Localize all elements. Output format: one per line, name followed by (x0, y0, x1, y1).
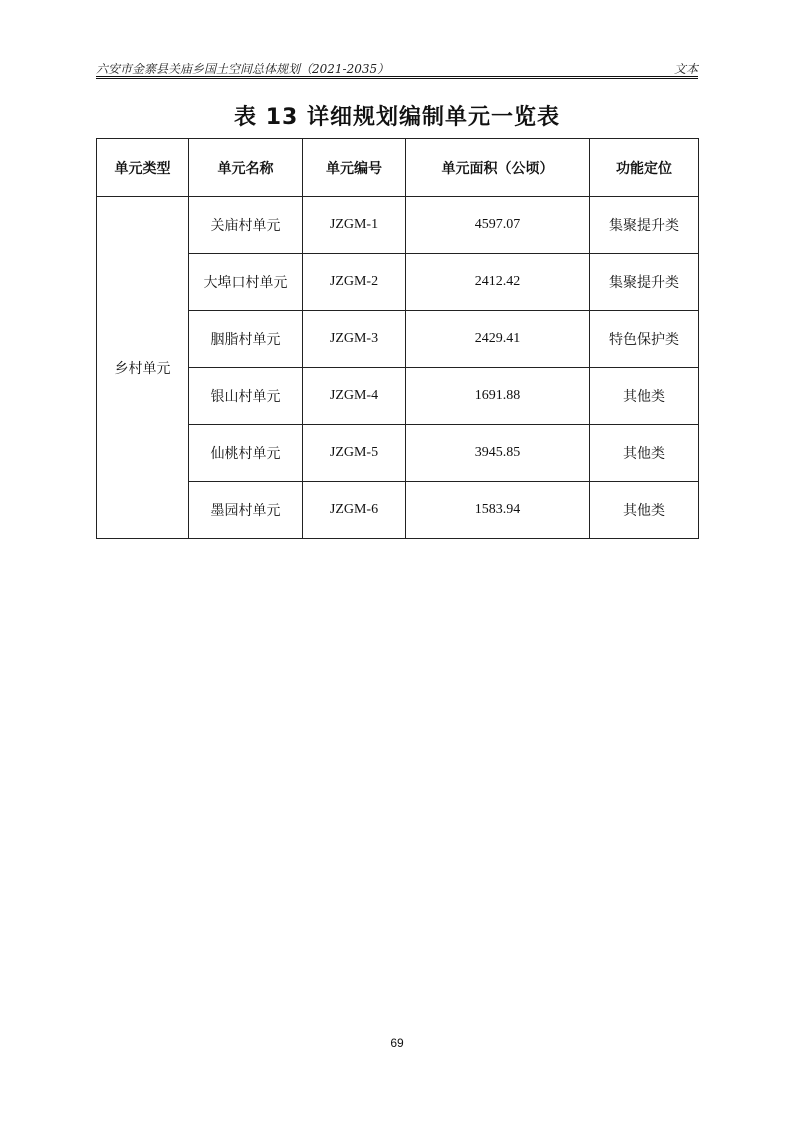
column-header-unit-code: 单元编号 (303, 139, 406, 197)
unit-area-cell: 1691.88 (406, 368, 590, 425)
unit-code-cell: JZGM-5 (303, 425, 406, 482)
column-header-unit-area: 单元面积（公顷） (406, 139, 590, 197)
unit-area-cell: 3945.85 (406, 425, 590, 482)
page-number: 69 (390, 1036, 404, 1050)
unit-code-cell: JZGM-2 (303, 254, 406, 311)
page-header (96, 58, 698, 76)
unit-code-cell: JZGM-3 (303, 311, 406, 368)
unit-function-cell: 其他类 (590, 425, 699, 482)
unit-code-cell: JZGM-1 (303, 197, 406, 254)
column-header-function: 功能定位 (590, 139, 699, 197)
table-title: 表 13 详细规划编制单元一览表 (234, 105, 560, 130)
column-header-unit-name: 单元名称 (189, 139, 303, 197)
unit-code-cell: JZGM-6 (303, 482, 406, 539)
unit-area-cell: 2429.41 (406, 311, 590, 368)
header-document-title: 六安市金寨县关庙乡国土空间总体规划（2021-2035） (96, 62, 390, 76)
column-header-unit-type: 单元类型 (97, 139, 189, 197)
unit-function-cell: 特色保护类 (590, 311, 699, 368)
unit-name-cell: 大埠口村单元 (189, 254, 303, 311)
unit-function-cell: 其他类 (590, 368, 699, 425)
header-divider (96, 76, 698, 77)
unit-code-cell: JZGM-4 (303, 368, 406, 425)
unit-name-cell: 银山村单元 (189, 368, 303, 425)
unit-name-cell: 关庙村单元 (189, 197, 303, 254)
header-divider-secondary (96, 78, 698, 79)
unit-function-cell: 集聚提升类 (590, 197, 699, 254)
unit-name-cell: 胭脂村单元 (189, 311, 303, 368)
unit-function-cell: 集聚提升类 (590, 254, 699, 311)
table-header-row (97, 139, 699, 197)
table-row (97, 197, 699, 254)
unit-name-cell: 仙桃村单元 (189, 425, 303, 482)
planning-units-table (96, 138, 699, 539)
unit-area-cell: 1583.94 (406, 482, 590, 539)
header-section-label: 文本 (673, 62, 698, 76)
unit-function-cell: 其他类 (590, 482, 699, 539)
unit-type-cell: 乡村单元 (97, 197, 189, 539)
unit-area-cell: 4597.07 (406, 197, 590, 254)
unit-area-cell: 2412.42 (406, 254, 590, 311)
unit-name-cell: 墨园村单元 (189, 482, 303, 539)
